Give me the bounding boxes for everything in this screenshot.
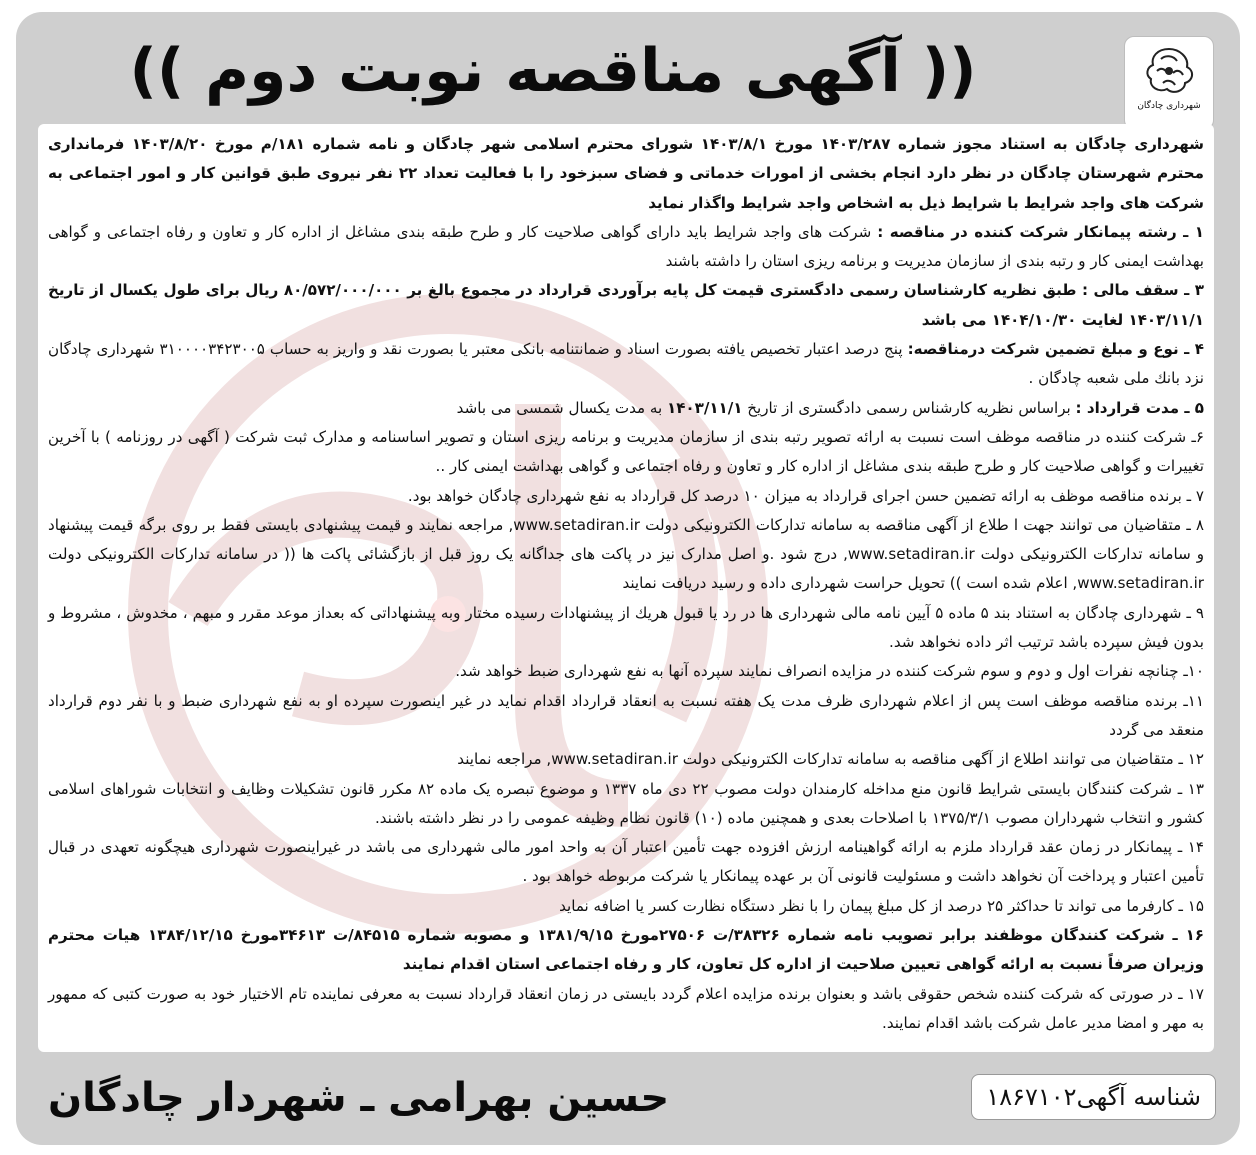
- item-16: ۱۶ ـ شرکت کنندگان موظفند برابر تصویب نامه شماره ۳۸۳۲۶/ت ۲۷۵۰۶مورخ ۱۳۸۱/۹/۱۵ و مصوبه شماره ۸۴۵۱۵/ت ۳۴۶۱۳مورخ ۱۳۸۴/۱۲/۱۵ هیات محترم وزیران صرفاً نسبت به ارائه گواهی تعیین صلاحیت از اداره کل تعاون، کار و رفاه اجتماعی استان اقدام نمایند: [48, 926, 1204, 974]
- item-4: [48, 335, 1204, 394]
- item-13: ۱۳ ـ شرکت کنندگان بایستی شرایط قانون منع مداخله کارمندان دولت مصوب ۲۲ دی ماه ۱۳۳۷ و موضوع تبصره یک ماده ۸۲ مکرر قانون تشکیلات وظایف و انتخابات شوراهای اسلامی کشور و انتخاب شهرداران مصوب ۱۳۷۵/۳/۱ با اصلاحات بعدی و همچنین ماده (۱۰) قانون نظام وظیفه عمومی را در نظر داشته باشند.: [48, 779, 1204, 827]
- item-11: ۱۱ـ برنده مناقصه موظف است پس از اعلام شهرداری ظرف مدت یک هفته نسبت به انعقاد قرارداد اقدام نماید در غیر اینصورت سپرده او به نفع شهرداری ضبط و با نفر دوم قرارداد منعقد می گردد: [48, 691, 1204, 739]
- item-5-text-a: براساس نظریه کارشناس رسمی دادگستری از تاریخ: [742, 398, 1076, 417]
- item-8: ۸ ـ متقاضیان می توانند جهت ا طلاع از آگهی مناقصه به سامانه تدارکات الکترونیکی دولت www.setadiran.ir, مراجعه نمایند و قیمت پیشنهادی بایستی فقط بر روی برگه قیمت پیشنهاد و سامانه تدارکات الکترونیکی دولت www.setadiran.ir, درج شود .و اصل مدارک نیز در پاکت های جداگانه یک روز قبل از بازگشائی پاکت ها (( در سامانه تدارکات الکترونیکی دولت www.setadiran.ir, اعلام شده است )) تحویل حراست شهرداری داده و رسید دریافت نمایند: [48, 515, 1204, 593]
- item-10: ۱۰ـ چنانچه نفرات اول و دوم و سوم شرکت کننده در مزایده انصراف نمایند سپرده آنها به نفع شهرداری ضبط خواهد شد.: [455, 662, 1204, 681]
- item-15: ۱۵ ـ کارفرما می تواند تا حداکثر ۲۵ درصد از کل مبلغ پیمان را با نظر دستگاه نظارت کسر یا اضافه نماید: [559, 896, 1204, 915]
- header: [24, 22, 1232, 122]
- item-12: ۱۲ ـ متقاضیان می توانند اطلاع از آگهی مناقصه به سامانه تدارکات الکترونیکی دولت www.setadiran.ir, مراجعه نمایند: [457, 750, 1204, 769]
- item-1: [48, 218, 1204, 277]
- announcement-text: [38, 124, 1214, 1038]
- intro-paragraph: شهرداری چادگان به استناد مجوز شماره ۱۴۰۳/۲۸۷ مورخ ۱۴۰۳/۸/۱ شورای محترم اسلامی شهر چادگان و نامه شماره ۱۸۱/م مورخ ۱۴۰۳/۸/۲۰ فرمانداری محترم شهرستان چادگان در نظر دارد انجام بخشی از امورات خدماتی و فضای سبزخود را با فعالیت تعداد ۲۲ نفر نیروی طبق قوانین کار و امور اجتماعی به شرکت های واجد شرایط با شرایط ذیل به اشخاص واجد شرایط واگذار نماید: [48, 135, 1205, 212]
- ad-id-badge: شناسه آگهی۱۸۶۷۱۰۲: [971, 1074, 1216, 1120]
- page-title: (( آگهی مناقصه نوبت دوم )): [129, 36, 977, 106]
- footer: [24, 1062, 1232, 1138]
- item-6: ۶ـ شرکت کننده در مناقصه موظف است نسبت به ارائه تصویر رتبه بندی از سازمان مدیریت و برنامه ریزی استان و تصویر اساسنامه و مدارک ثبت شرکت ( آگهی در روزنامه ) با آخرین تغییرات و گواهی صلاحیت کار و طرح طبقه بندی مشاغل از اداره کار و تعاون و رفاه اجتماعی و گواهی بهداشت ایمنی کار ..: [48, 427, 1204, 476]
- mayor-signature: حسین بهرامی ـ شهردار چادگان: [48, 1075, 670, 1121]
- item-1-label: ۱ ـ رشته پیمانکار شرکت کننده در مناقصه :: [877, 222, 1204, 241]
- announcement-body: [38, 124, 1214, 1052]
- item-9: ۹ ـ شهرداری چادگان به استناد بند ۵ ماده ۵ آیین نامه مالی شهرداری ها در رد یا قبول هریك از پیشنهادات رسیده مختار وبه پیشنهاداتی که بعداز موعد مقرر و مبهم ، مخدوش ، مشروط و بدون فیش سپرده باشد ترتیب اثر داده نخواهد شد.: [48, 603, 1204, 652]
- item-1-text: شرکت های واجد شرایط باید دارای گواهی صلاحیت کار و طرح طبقه بندی مشاغل از اداره کار و تعاون و رفاه اجتماعی و گواهی بهداشت ایمنی کار و رتبه بندی از سازمان مدیریت و برنامه ریزی استان را داشته باشند: [48, 222, 1204, 271]
- item-5-label: ۵ ـ مدت قرارداد :: [1075, 398, 1204, 417]
- municipality-logo: [1124, 36, 1214, 130]
- logo-caption: شهرداری چادگان: [1137, 101, 1201, 111]
- item-17: ۱۷ ـ در صورتی که شرکت کننده شخص حقوقی باشد و بعنوان برنده مزایده اعلام گردد بایستی در زمان انعقاد قرارداد نسبت به معرفی نماینده تام الاختیار خود به صورت کتبی که ممهور به مهر و امضا مدیر عامل شرکت باشد اقدام نمایند.: [48, 984, 1204, 1032]
- item-5-date: ۱۴۰۳/۱۱/۱: [666, 398, 743, 417]
- item-3: ۳ ـ سقف مالی : طبق نظریه کارشناسان رسمی دادگستری قیمت کل پایه برآوردی قرارداد در مجموع بالغ بر ۸۰/۵۷۲/۰۰۰/۰۰۰ ریال برای طول یکسال از تاریخ ۱۴۰۳/۱۱/۱ لغایت ۱۴۰۴/۱۰/۳۰ می باشد: [48, 281, 1204, 329]
- item-14: ۱۴ ـ پیمانکار در زمان عقد قرارداد ملزم به ارائه گواهینامه ارزش افزوده جهت تأمین اعتبار آن به واحد امور مالی شهرداری می باشد در غیراینصورت شهرداری هیچگونه تعهدی در قبال تأمین اعتبار و پرداخت آن نخواهد داشت و مسئولیت قانونی آن بر عهده پیمانکار یا شرکت مربوطه خواهد بود .: [48, 838, 1204, 886]
- item-4-label: ۴ ـ نوع و مبلغ تضمین شرکت درمناقصه:: [907, 340, 1204, 359]
- item-4-text: پنج درصد اعتبار تخصیص یافته بصورت اسناد و ضمانتنامه بانکی معتبر یا بصورت نقد و واریز به حساب ۳۱۰۰۰۰۳۴۲۳۰۰۵ شهرداری چادگان نزد بانك ملی شعبه چادگان .: [48, 340, 1204, 388]
- item-7: ۷ ـ برنده مناقصه موظف به ارائه تضمین حسن اجرای قرارداد به میزان ۱۰ درصد کل قرارداد به نفع شهرداری چادگان خواهد بود.: [407, 486, 1204, 505]
- logo-emblem-icon: [1139, 43, 1199, 99]
- item-5-text-b: به مدت یکسال شمسی می باشد: [456, 398, 667, 417]
- item-5: [48, 394, 1204, 423]
